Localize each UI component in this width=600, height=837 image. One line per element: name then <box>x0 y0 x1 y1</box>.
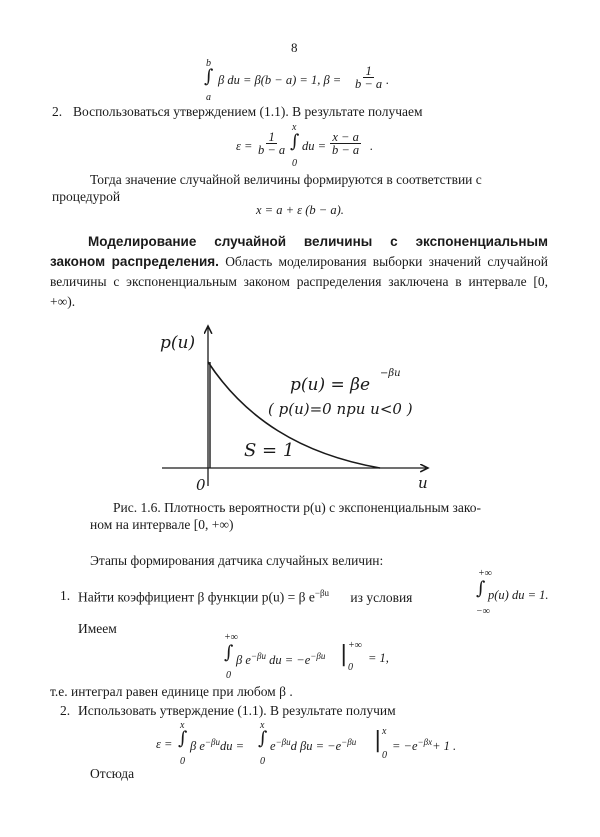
figure-exponential-density <box>150 318 440 498</box>
equation-normalization-condition <box>476 568 566 616</box>
integral-sign: ∫ <box>258 728 268 749</box>
integral-upper-limit: +∞ <box>224 632 238 643</box>
evaluation-lower: 0 <box>348 662 353 673</box>
step-text-main: Найти коэффициент β функции p(u) = β e <box>78 589 315 605</box>
fraction-denominator: b − a <box>258 143 286 157</box>
integral-lower-limit: 0 <box>180 756 185 767</box>
fraction <box>256 131 287 156</box>
integral-lower-limit: 0 <box>260 756 265 767</box>
paragraph-line: т.е. интеграл равен единице при любом β . <box>50 684 293 699</box>
equation-normalization <box>204 58 404 104</box>
equation-mid: du = −e <box>269 653 311 668</box>
area-label: S = 1 <box>244 440 295 461</box>
equation-body: p(u) du = 1. <box>488 588 549 602</box>
exponent: −βx <box>417 737 433 747</box>
density-formula-exponent: −βu <box>380 368 401 379</box>
integral-upper-limit: x <box>292 122 297 133</box>
integral-lower-limit: 0 <box>226 670 231 681</box>
evaluation-upper: x <box>382 726 387 737</box>
equation-body: e <box>270 739 276 754</box>
equation-mid: du = <box>219 739 245 754</box>
integral-sign: ∫ <box>178 728 188 749</box>
paragraph-line: процедурой <box>52 189 121 204</box>
fraction-numerator: 1 <box>268 130 275 144</box>
section-heading: Моделирование случайной величины с экспоненциальным законом распределения. <box>50 234 548 269</box>
equation-tail: . <box>370 139 374 153</box>
section-text: Область моделирования выборки значений случайной величины с экспоненциальным законом распределения заключена в интервале [0, +∞). <box>50 254 549 309</box>
equation-mid: d βu = −e <box>290 739 342 754</box>
step-number: 2. <box>60 703 71 718</box>
equation-integral-exponential <box>224 632 404 682</box>
evaluation-bar: | <box>340 642 348 667</box>
integral-sign: ∫ <box>204 66 214 87</box>
equation-lhs: ε = <box>236 139 253 153</box>
integral-lower-limit: a <box>206 92 211 103</box>
density-condition: ( p(u)=0 при u<0 ) <box>268 400 413 418</box>
equation-body: β du = β(b − a) = 1, β = <box>218 73 342 87</box>
paragraph-line: Отсюда <box>90 766 135 781</box>
integral-upper-limit: x <box>260 720 265 731</box>
integral-sign: ∫ <box>476 578 486 599</box>
equation-lhs: ε = <box>156 737 173 751</box>
step-text: Воспользоваться утверждением (1.1). В результате получаем <box>73 104 423 119</box>
evaluation-upper: +∞ <box>348 640 362 651</box>
integral-lower-limit: 0 <box>292 158 297 169</box>
equation-tail: + 1 . <box>432 739 457 754</box>
integral-upper-limit: b <box>206 58 211 69</box>
exponent: −βu <box>275 737 291 747</box>
equation-x-uniform: x = a + ε (b − a). <box>256 203 344 217</box>
integral-sign: ∫ <box>224 642 234 663</box>
evaluation-bar: | <box>374 728 382 753</box>
equation-mid: = −e <box>392 739 418 754</box>
step-text <box>78 588 412 606</box>
fraction <box>330 131 361 156</box>
equation-part-2 <box>270 737 356 754</box>
step-text: Использовать утверждение (1.1). В результате получим <box>78 703 396 718</box>
origin-label: 0 <box>196 476 206 494</box>
equation-part-1 <box>190 737 244 754</box>
fraction <box>353 65 384 90</box>
figure-caption-line: ном на интервале [0, +∞) <box>90 517 234 532</box>
exponent: −βu <box>314 588 330 598</box>
section-paragraph <box>50 232 548 312</box>
figure-caption-line: Рис. 1.6. Плотность вероятности p(u) с экспоненциальным зако- <box>113 500 482 515</box>
equation-body: β e <box>190 739 205 754</box>
equation-tail: = 1, <box>368 651 389 665</box>
integral-lower-limit: −∞ <box>476 606 490 617</box>
equation-part-3 <box>392 737 456 754</box>
equation-tail: . <box>386 73 390 87</box>
integral-sign: ∫ <box>290 131 300 152</box>
equation-epsilon-exponential <box>156 720 456 768</box>
step-condition: из условия <box>350 589 413 605</box>
paragraph-line: Тогда значение случайной величины формируются в соответствии с <box>90 172 482 187</box>
step-number: 1. <box>60 588 71 603</box>
exponent: −βu <box>310 651 326 661</box>
fraction-numerator: 1 <box>365 64 372 78</box>
y-axis-label: p(u) <box>160 333 196 353</box>
paragraph-line: Имеем <box>78 621 117 636</box>
integral-upper-limit: +∞ <box>478 568 492 579</box>
step-number: 2. <box>52 104 63 119</box>
page-number: 8 <box>291 40 298 55</box>
density-formula: p(u) = βe <box>290 375 371 395</box>
equation-mid: du = <box>302 139 327 153</box>
fraction-numerator: x − a <box>332 130 359 144</box>
exponent: −βu <box>341 737 357 747</box>
exponent: −βu <box>250 651 266 661</box>
evaluation-lower: 0 <box>382 750 387 761</box>
stages-intro: Этапы формирования датчика случайных величин: <box>90 553 384 568</box>
equation-body-group <box>236 651 325 668</box>
fraction-denominator: b − a <box>355 77 383 91</box>
x-axis-label: u <box>418 474 428 492</box>
equation-epsilon-uniform <box>236 122 376 170</box>
equation-body: β e <box>236 653 251 668</box>
integral-upper-limit: x <box>180 720 185 731</box>
fraction-denominator: b − a <box>332 143 360 157</box>
exponent: −βu <box>204 737 220 747</box>
